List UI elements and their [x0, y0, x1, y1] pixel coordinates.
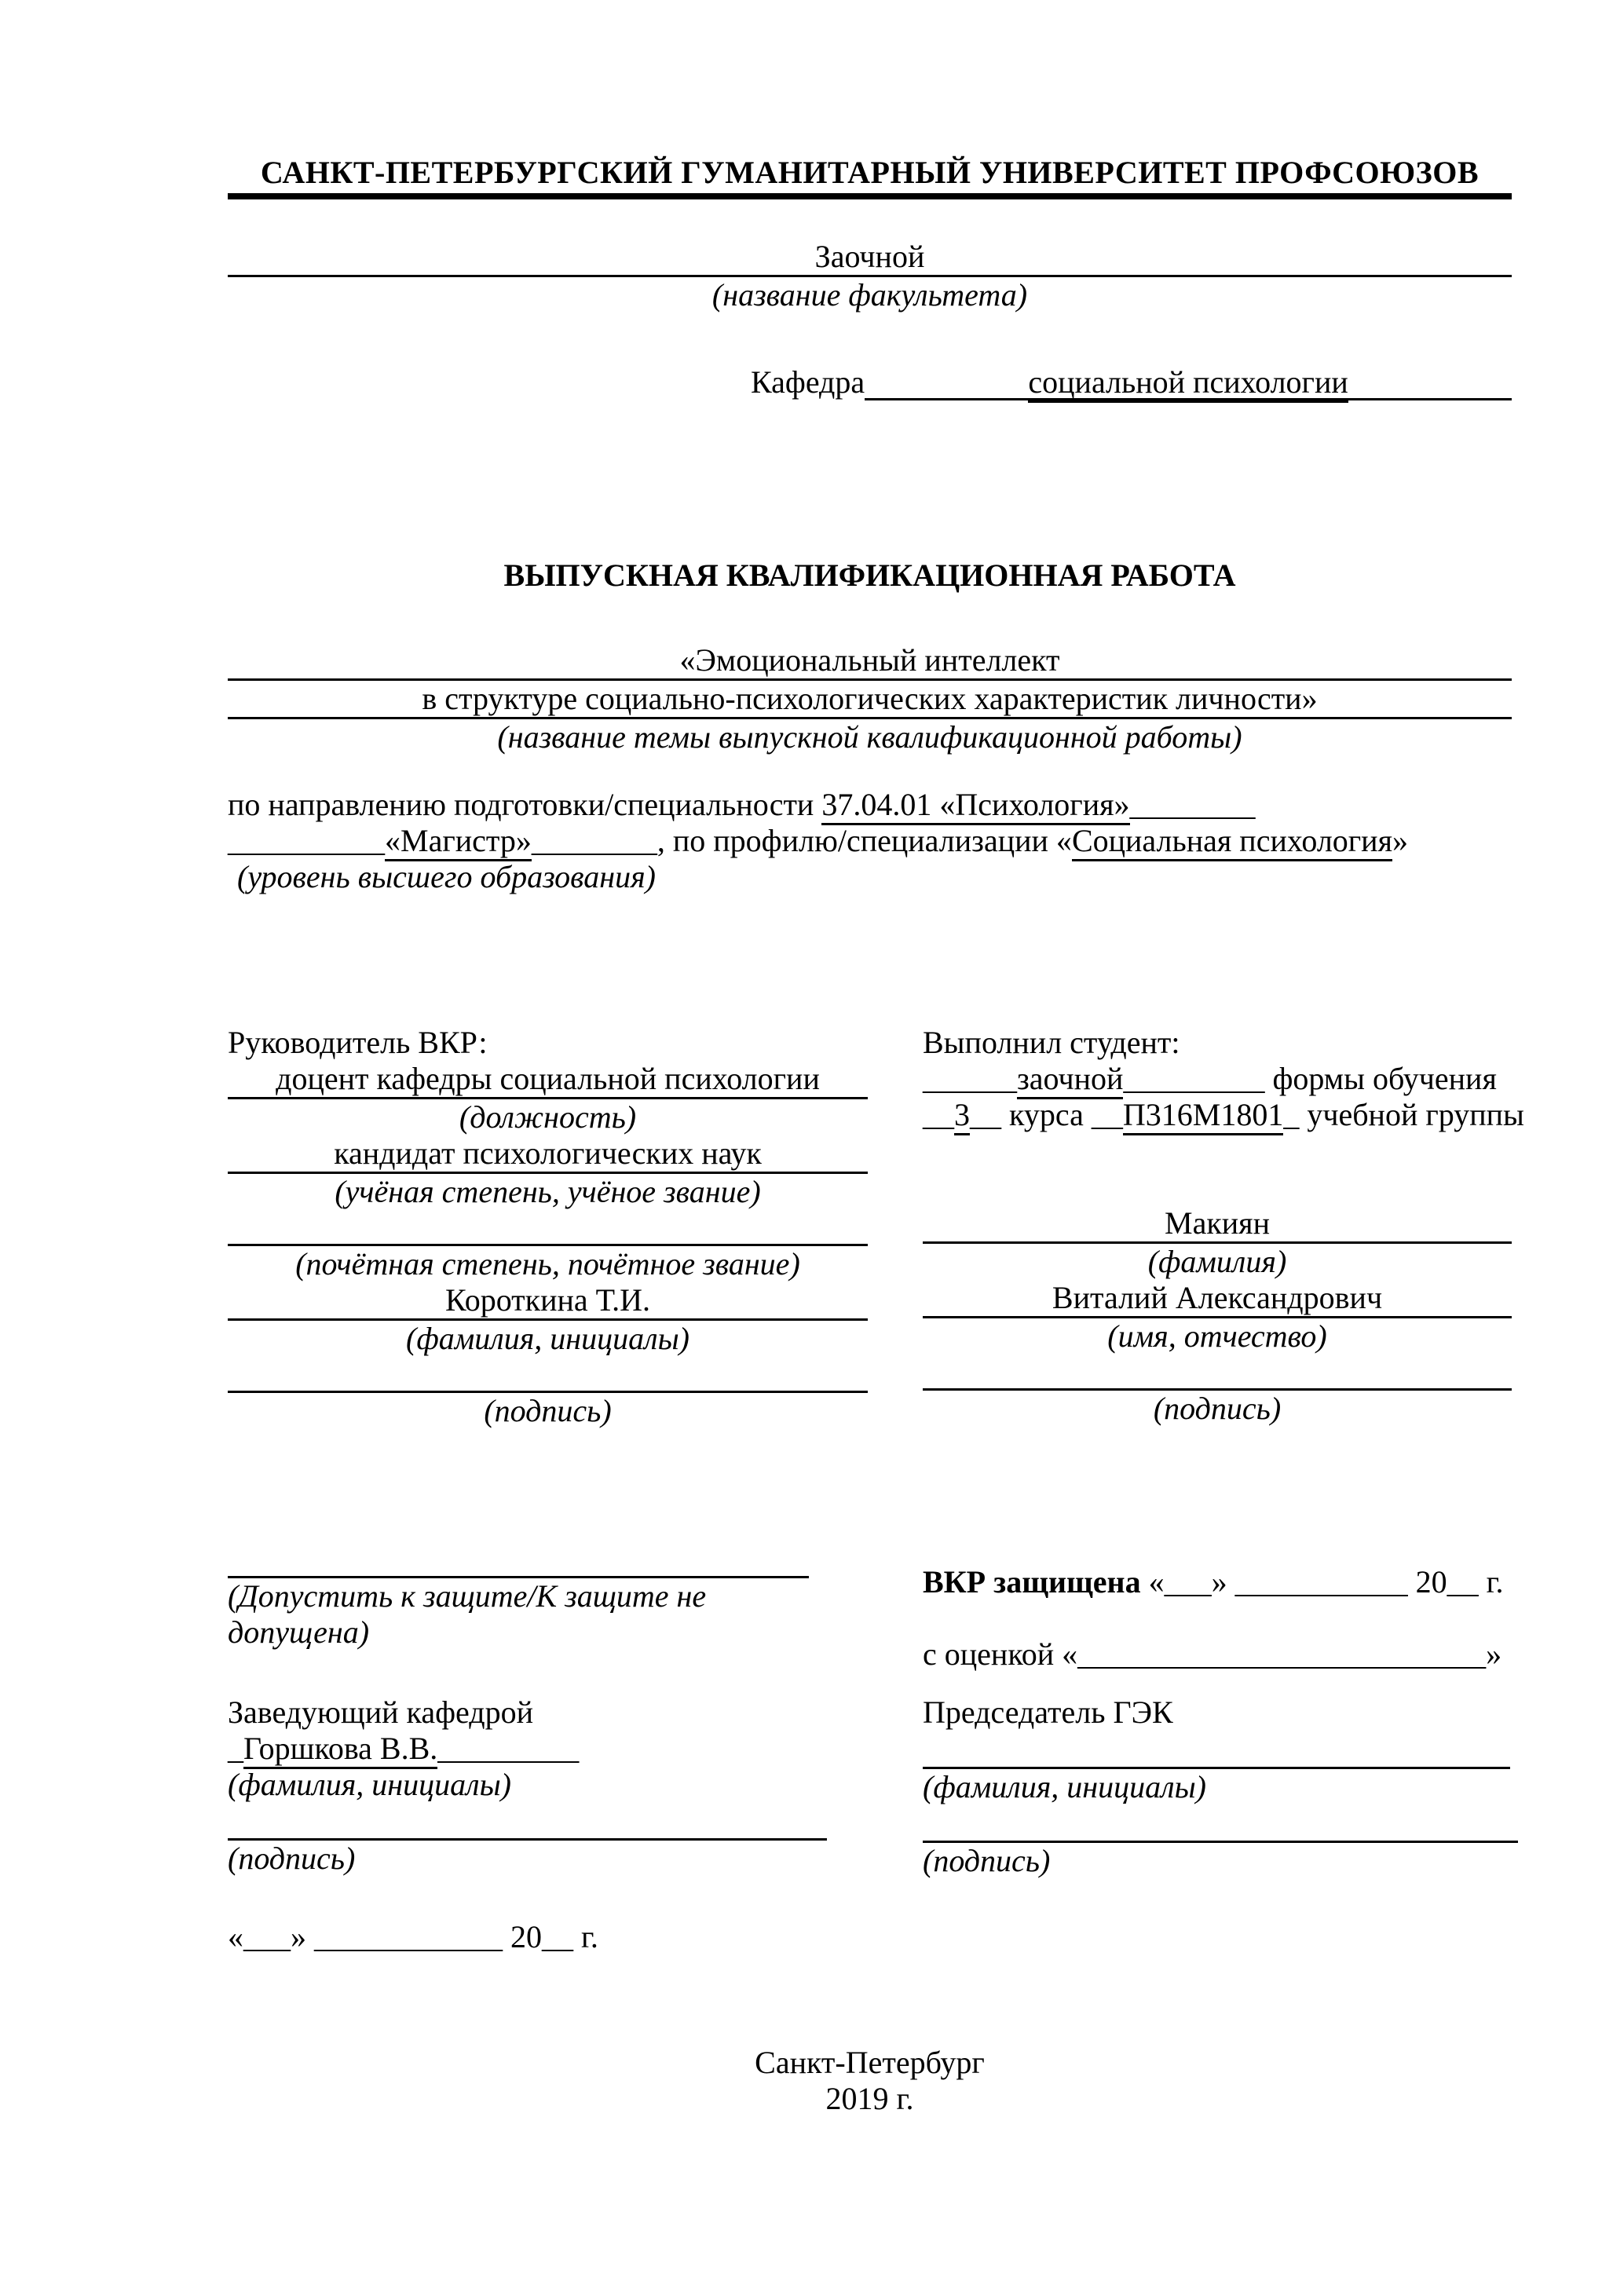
department-head-label: Заведующий кафедрой — [228, 1695, 534, 1730]
work-type-title: ВЫПУСКНАЯ КВАЛИФИКАЦИОННАЯ РАБОТА — [503, 558, 1236, 593]
faculty-line — [228, 239, 1512, 277]
signature-columns — [228, 1025, 1524, 1429]
degree-value: «Магистр» — [385, 823, 532, 861]
department-head-name: Горшкова В.В. — [243, 1731, 437, 1769]
student-heading: Выполнил студент: — [923, 1025, 1180, 1060]
department-head-caption: (фамилия, инициалы) — [228, 1767, 511, 1802]
education-level-caption: (уровень высшего образования) — [237, 859, 656, 894]
chairman-name-line — [923, 1731, 1510, 1769]
defense-signature-caption: (подпись) — [923, 1843, 1051, 1878]
student-name: Виталий Александрович — [1052, 1280, 1383, 1315]
admission-date-line: «___» ____________ 20__ г. — [228, 1919, 598, 1954]
defense-label: ВКР защищена — [923, 1564, 1141, 1600]
topic-line-2 — [228, 681, 1512, 719]
student-course-value: 3 — [954, 1097, 970, 1135]
student-form-pre: ______ — [923, 1061, 1017, 1096]
defense-date-rest: «___» ___________ 20__ г. — [1140, 1564, 1504, 1600]
student-name-line — [923, 1280, 1512, 1318]
student-form-mid: _________ — [1123, 1061, 1265, 1096]
supervisor-position: доцент кафедры социальной психологии — [276, 1061, 820, 1099]
admission-caption: (Допустить к защите/К защите не допущена) — [228, 1578, 707, 1650]
topic-text-1: «Эмоциональный интеллект — [679, 642, 1060, 678]
student-course-line — [923, 1097, 1524, 1133]
specialty-tail: ________ — [1129, 787, 1256, 822]
supervisor-academic: кандидат психологических наук — [334, 1135, 762, 1174]
student-form-line — [923, 1061, 1512, 1097]
degree-pre: __________ — [228, 823, 385, 858]
defense-date-line — [923, 1564, 1512, 1600]
supervisor-position-caption: (должность) — [459, 1099, 637, 1135]
defense-grade-line: с оценкой «__________________________» — [923, 1636, 1502, 1672]
supervisor-name-line — [228, 1282, 868, 1321]
page-content — [228, 0, 1524, 2117]
topic-text-2: в структуре социально-психологических характеристик личности» — [422, 681, 1318, 716]
chairman-label: Председатель ГЭК — [923, 1695, 1173, 1730]
supervisor-heading: Руководитель ВКР: — [228, 1025, 488, 1060]
head-name-pre: _ — [228, 1731, 243, 1766]
admission-column — [228, 1429, 868, 1955]
specialty-block — [228, 787, 1512, 895]
department-label: Кафедра — [751, 364, 865, 400]
supervisor-academic-caption: (учёная степень, учёное звание) — [335, 1174, 761, 1209]
supervisor-name: Короткина Т.И. — [445, 1282, 650, 1321]
student-signature-caption: (подпись) — [1153, 1391, 1282, 1426]
supervisor-signature-caption: (подпись) — [484, 1393, 612, 1428]
department-line — [228, 364, 1512, 400]
supervisor-academic-line — [228, 1135, 868, 1174]
student-group-post: _ учебной группы — [1283, 1097, 1524, 1132]
student-surname-caption: (фамилия) — [1147, 1244, 1287, 1279]
student-form-post: формы обучения — [1264, 1061, 1497, 1096]
profile-close: » — [1392, 823, 1408, 858]
faculty-caption: (название факультета) — [711, 277, 1028, 313]
student-form-value: заочной — [1017, 1061, 1123, 1099]
footer-year: 2019 г. — [825, 2081, 914, 2116]
university-header: САНКТ-ПЕТЕРБУРГСКИЙ ГУМАНИТАРНЫЙ УНИВЕРСИТЕТ ПРОФСОЮЗОВ — [228, 155, 1512, 199]
degree-mid: ________ — [531, 823, 657, 858]
student-course-pre: __ — [923, 1097, 954, 1132]
profile-label: , по профилю/специализации « — [657, 823, 1072, 858]
topic-line-1 — [228, 642, 1512, 681]
approval-columns — [228, 1429, 1512, 1955]
supervisor-position-line — [228, 1061, 868, 1099]
profile-value: Социальная психология — [1072, 823, 1392, 861]
student-group-value: П316М1801 — [1123, 1097, 1283, 1135]
student-surname: Макиян — [1165, 1205, 1270, 1244]
footer — [228, 2045, 1512, 2117]
chairman-caption: (фамилия, инициалы) — [923, 1769, 1206, 1804]
footer-city: Санкт-Петербург — [755, 2045, 985, 2080]
admission-signature-caption: (подпись) — [228, 1841, 356, 1876]
student-column — [923, 1025, 1524, 1429]
department-head-name-line — [228, 1731, 868, 1767]
department-fill-line — [865, 364, 1512, 400]
supervisor-honorary-caption: (почётная степень, почётное звание) — [295, 1246, 800, 1281]
supervisor-name-caption: (фамилия, инициалы) — [406, 1321, 689, 1356]
defense-column — [923, 1429, 1512, 1955]
faculty-value: Заочной — [815, 239, 925, 277]
student-course-mid: __ курса __ — [970, 1097, 1123, 1132]
specialty-value: 37.04.01 «Психология» — [821, 787, 1129, 825]
student-name-caption: (имя, отчество) — [1107, 1318, 1327, 1354]
student-surname-line — [923, 1205, 1512, 1244]
department-value: социальной психологии — [1028, 364, 1348, 403]
supervisor-column — [228, 1025, 868, 1429]
specialty-line — [228, 787, 1512, 823]
degree-line — [228, 823, 1512, 859]
specialty-label: по направлению подготовки/специальности — [228, 787, 822, 822]
head-name-post: _________ — [437, 1731, 580, 1766]
topic-caption: (название темы выпускной квалификационной работы) — [497, 719, 1242, 755]
